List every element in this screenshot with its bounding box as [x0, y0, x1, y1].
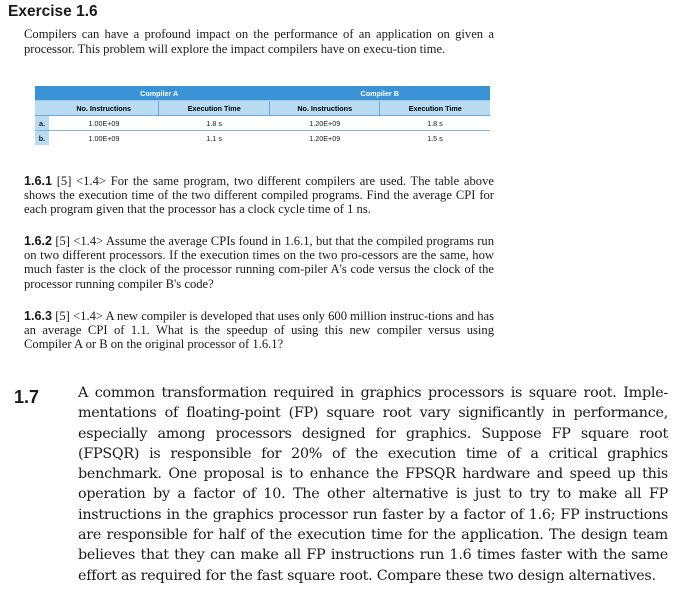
group-header-a: Compiler A — [49, 86, 270, 101]
question-number: 1.6.2 — [24, 234, 53, 248]
question-text: [5] <1.4> Assume the average CPIs found in 1.6.1, but that the compiled programs run on two different processors. If the execution times on the two pro-cessors are the same, how much faster is the clock of the processor running com-piler A's code versus the clock of the processor running compiler B's code? — [24, 234, 494, 291]
question-1-6-2 — [24, 234, 494, 291]
col-a-time: Execution Time — [159, 101, 269, 116]
group-header-b: Compiler B — [269, 86, 490, 101]
table-row — [35, 116, 490, 131]
row-label: a. — [35, 116, 49, 131]
cell-a-time: 1.1 s — [206, 133, 222, 143]
cell-a-instructions: 1.00E+09 — [49, 116, 159, 131]
cell-b-time: 1.8 s — [380, 116, 490, 131]
question-text: [5] <1.4> For the same program, two different compilers are used. The table above shows the execution time of the two different compiled programs. Find the average CPI for each program given that the processor has a clock cycle time of 1 ns. — [24, 174, 494, 217]
table-row — [35, 131, 490, 146]
col-a-instructions: No. Instructions — [49, 101, 159, 116]
question-1-6-1 — [24, 174, 494, 217]
col-b-time: Execution Time — [380, 101, 490, 116]
intro-paragraph: Compilers can have a profound impact on the performance of an application on given a processor. This problem will explore the impact compilers have on execu-tion time. — [24, 27, 494, 56]
col-b-instructions: No. Instructions — [269, 101, 380, 116]
exercise-title: Exercise 1.6 — [8, 3, 98, 20]
exercise-1-7-text: A common transformation required in graphics processors is square root. Imple-mentations of floating-point (FP) square root vary significantly in performance, especially among processors designed for graphics. Suppose FP square root (FPSQR) is responsible for 20% of the execution time of a critical graphics benchmark. One proposal is to enhance the FPSQR hardware and speed up this operation by a factor of 10. The other alternative is just to try to make all FP instructions in the graphics processor run faster by a factor of 1.6; FP instructions are responsible for half of the execution time for the application. The design team believes that they can make all FP instructions run 1.6 times faster with the same effort as required for the fast square root. Compare these two design alternatives. — [78, 385, 668, 584]
cell-a-instructions: 1.00E+09 — [88, 133, 120, 143]
question-number: 1.6.1 — [24, 174, 53, 188]
question-1-6-3 — [24, 309, 494, 352]
cell-b-instructions: 1.20E+09 — [309, 133, 341, 143]
row-label: b. — [35, 131, 49, 146]
cell-a-time: 1.8 s — [159, 116, 269, 131]
question-text: [5] <1.4> A new compiler is developed that uses only 600 million instruc-tions and has an average CPI of 1.1. What is the speedup of using this new compiler versus using Compiler A or B on the original processor of 1.6.1? — [24, 309, 494, 352]
question-number: 1.6.3 — [24, 309, 53, 323]
table-corner — [35, 86, 49, 101]
cell-b-instructions: 1.20E+09 — [269, 116, 380, 131]
cell-b-time: 1.5 s — [427, 133, 443, 143]
exercise-1-7-number: 1.7 — [14, 387, 40, 407]
table-corner-2 — [35, 101, 49, 116]
compiler-table — [35, 86, 490, 145]
